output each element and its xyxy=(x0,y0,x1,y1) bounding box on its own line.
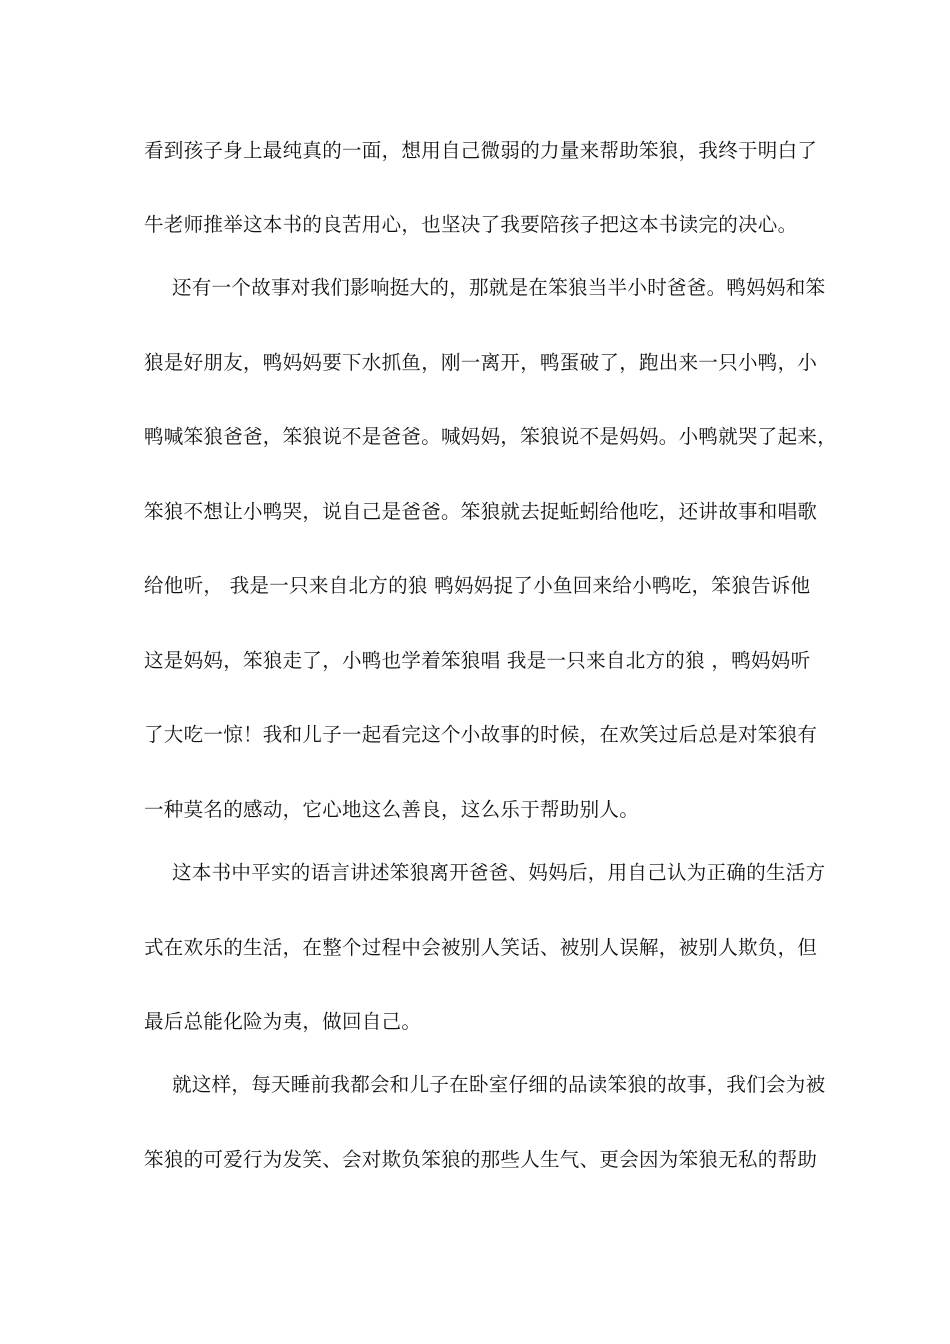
paragraph-line: 还有一个故事对我们影响挺大的，那就是在笨狼当半小时爸爸。鸭妈妈和笨 xyxy=(172,276,826,299)
paragraph-line: 狼是好朋友，鸭妈妈要下水抓鱼，刚一离开，鸭蛋破了，跑出来一只小鸭，小 xyxy=(144,351,818,374)
paragraph-line: 牛老师推举这本书的良苦用心，也坚决了我要陪孩子把这本书读完的决心。 xyxy=(144,213,798,236)
paragraph-line: 这本书中平实的语言讲述笨狼离开爸爸、妈妈后，用自己认为正确的生活方 xyxy=(172,861,826,884)
paragraph-line: 鸭喊笨狼爸爸，笨狼说不是爸爸。喊妈妈，笨狼说不是妈妈。小鸭就哭了起来， xyxy=(144,425,838,448)
paragraph-line: 这是妈妈，笨狼走了，小鸭也学着笨狼唱 我是一只来自北方的狼 ，鸭妈妈听 xyxy=(144,649,811,672)
paragraph-line: 一种莫名的感动，它心地这么善良，这么乐于帮助别人。 xyxy=(144,798,640,821)
paragraph-line: 了大吃一惊！我和儿子一起看完这个小故事的时候，在欢笑过后总是对笨狼有 xyxy=(144,723,818,746)
paragraph-line: 笨狼不想让小鸭哭，说自己是爸爸。笨狼就去捉蚯蚓给他吃，还讲故事和唱歌 xyxy=(144,500,818,523)
paragraph-line: 就这样，每天睡前我都会和儿子在卧室仔细的品读笨狼的故事，我们会为被 xyxy=(172,1073,826,1096)
paragraph-line: 最后总能化险为夷，做回自己。 xyxy=(144,1010,422,1033)
paragraph-line: 给他听， 我是一只来自北方的狼 鸭妈妈捉了小鱼回来给小鸭吃，笨狼告诉他 xyxy=(144,574,811,597)
paragraph-line: 式在欢乐的生活，在整个过程中会被别人笑话、被别人误解，被别人欺负，但 xyxy=(144,936,818,959)
paragraph-line: 笨狼的可爱行为发笑、会对欺负笨狼的那些人生气、更会因为笨狼无私的帮助 xyxy=(144,1148,818,1171)
paragraph-line: 看到孩子身上最纯真的一面，想用自己微弱的力量来帮助笨狼，我终于明白了 xyxy=(144,139,818,162)
